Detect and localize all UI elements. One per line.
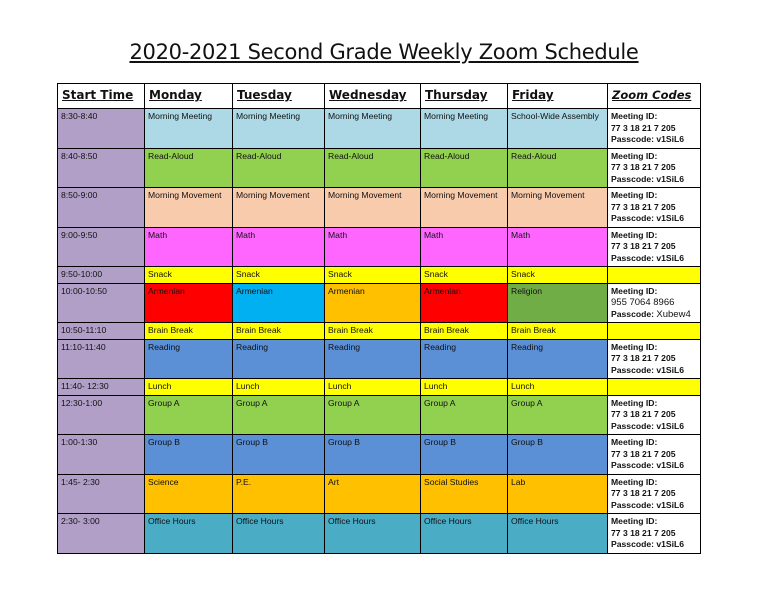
schedule-cell: Office Hours — [421, 514, 508, 554]
schedule-cell: Group A — [508, 395, 608, 435]
table-row — [58, 267, 701, 284]
schedule-cell: Morning Movement — [325, 188, 421, 228]
schedule-cell: Reading — [421, 339, 508, 379]
schedule-cell: Lunch — [325, 379, 421, 396]
schedule-cell: Reading — [508, 339, 608, 379]
time-cell: 8:40-8:50 — [58, 148, 145, 188]
zoom-code-cell — [608, 227, 701, 267]
zoom-code-empty — [608, 323, 701, 340]
passcode: Passcode: v1SiL6 — [611, 173, 685, 184]
schedule-table — [57, 83, 701, 554]
schedule-cell: Morning Movement — [421, 188, 508, 228]
time-cell: 9:50-10:00 — [58, 267, 145, 284]
table-row — [58, 323, 701, 340]
meeting-id-label: Meeting ID: — [611, 111, 658, 121]
schedule-cell: Read-Aloud — [145, 148, 233, 188]
schedule-cell: Office Hours — [508, 514, 608, 554]
table-row — [58, 188, 701, 228]
schedule-cell: Read-Aloud — [233, 148, 325, 188]
schedule-cell: Group A — [145, 395, 233, 435]
meeting-id-value: 77 3 18 21 7 205 — [611, 409, 676, 419]
zoom-code-cell — [608, 109, 701, 149]
time-cell: 12:30-1:00 — [58, 395, 145, 435]
zoom-code-cell — [608, 395, 701, 435]
table-row — [58, 227, 701, 267]
schedule-cell: Religion — [508, 283, 608, 323]
meeting-id-label: Meeting ID: — [611, 341, 658, 352]
schedule-cell: Morning Meeting — [421, 109, 508, 149]
schedule-cell: Armenian — [145, 283, 233, 323]
schedule-cell: Office Hours — [145, 514, 233, 554]
meeting-id-label: Meeting ID: — [611, 190, 658, 200]
schedule-cell: Morning Movement — [233, 188, 325, 228]
zoom-code-cell — [608, 435, 701, 475]
passcode-value: Xubew4 — [656, 308, 691, 320]
schedule-cell: Snack — [325, 267, 421, 284]
schedule-cell: Math — [145, 227, 233, 267]
meeting-id-value: 77 3 18 21 7 205 — [611, 488, 676, 498]
schedule-cell: Group B — [508, 435, 608, 475]
meeting-id-label: Meeting ID: — [611, 285, 658, 296]
time-cell: 8:50-9:00 — [58, 188, 145, 228]
zoom-code-cell — [608, 148, 701, 188]
header-start-time: Start Time — [58, 84, 145, 109]
schedule-cell: Reading — [233, 339, 325, 379]
meeting-id-value: 77 3 18 21 7 205 — [611, 353, 676, 363]
schedule-cell: Math — [325, 227, 421, 267]
zoom-code-empty — [608, 267, 701, 284]
schedule-cell: Group B — [233, 435, 325, 475]
schedule-cell: Group A — [233, 395, 325, 435]
schedule-cell: Brain Break — [325, 323, 421, 340]
schedule-cell: Group B — [145, 435, 233, 475]
header-friday: Friday — [508, 84, 608, 109]
schedule-cell: Math — [421, 227, 508, 267]
passcode-label: Passcode: — [611, 308, 654, 319]
header-tuesday: Tuesday — [233, 84, 325, 109]
time-cell: 1:45- 2:30 — [58, 474, 145, 514]
header-thursday: Thursday — [421, 84, 508, 109]
schedule-cell: Morning Movement — [508, 188, 608, 228]
schedule-cell: Brain Break — [233, 323, 325, 340]
schedule-cell: Math — [233, 227, 325, 267]
schedule-cell: Lunch — [508, 379, 608, 396]
schedule-cell: Read-Aloud — [325, 148, 421, 188]
schedule-cell: Snack — [145, 267, 233, 284]
passcode: Passcode: v1SiL6 — [611, 539, 685, 549]
header-wednesday: Wednesday — [325, 84, 421, 109]
schedule-cell: Lab — [508, 474, 608, 514]
schedule-cell: Brain Break — [508, 323, 608, 340]
schedule-cell: Office Hours — [233, 514, 325, 554]
schedule-cell: Morning Meeting — [145, 109, 233, 149]
schedule-cell: Office Hours — [325, 514, 421, 554]
meeting-id-value: 77 3 18 21 7 205 — [611, 122, 676, 133]
time-cell: 10:50-11:10 — [58, 323, 145, 340]
schedule-cell: Group A — [421, 395, 508, 435]
schedule-cell: Brain Break — [421, 323, 508, 340]
time-cell: 1:00-1:30 — [58, 435, 145, 475]
time-cell: 11:10-11:40 — [58, 339, 145, 379]
passcode: Passcode: v1SiL6 — [611, 252, 685, 263]
schedule-cell: Reading — [325, 339, 421, 379]
time-cell: 2:30- 3:00 — [58, 514, 145, 554]
schedule-cell: Snack — [421, 267, 508, 284]
schedule-cell: Group B — [325, 435, 421, 475]
page-title: 2020-2021 Second Grade Weekly Zoom Schedule — [129, 40, 639, 64]
time-cell: 11:40- 12:30 — [58, 379, 145, 396]
schedule-cell: Morning Meeting — [233, 109, 325, 149]
meeting-id-value: 77 3 18 21 7 205 — [611, 527, 676, 538]
passcode: Passcode: v1SiL6 — [611, 134, 685, 144]
time-cell: 10:00-10:50 — [58, 283, 145, 323]
meeting-id-label: Meeting ID: — [611, 437, 658, 447]
meeting-id-label: Meeting ID: — [611, 397, 658, 408]
meeting-id-label: Meeting ID: — [611, 229, 658, 240]
schedule-cell: Morning Meeting — [325, 109, 421, 149]
table-row — [58, 435, 701, 475]
meeting-id-value: 77 3 18 21 7 205 — [611, 201, 676, 212]
table-row — [58, 148, 701, 188]
schedule-cell: P.E. — [233, 474, 325, 514]
schedule-cell: Snack — [233, 267, 325, 284]
passcode: Passcode: v1SiL6 — [611, 460, 685, 470]
zoom-code-cell — [608, 283, 701, 323]
zoom-code-cell — [608, 514, 701, 554]
meeting-id-value: 77 3 18 21 7 205 — [611, 241, 676, 251]
schedule-cell: School-Wide Assembly — [508, 109, 608, 149]
schedule-cell: Reading — [145, 339, 233, 379]
passcode: Passcode: v1SiL6 — [611, 499, 685, 510]
schedule-cell: Snack — [508, 267, 608, 284]
schedule-cell: Lunch — [145, 379, 233, 396]
meeting-id-value: 77 3 18 21 7 205 — [611, 162, 676, 172]
zoom-code-empty — [608, 379, 701, 396]
schedule-cell: Art — [325, 474, 421, 514]
time-cell: 9:00-9:50 — [58, 227, 145, 267]
schedule-cell: Group A — [325, 395, 421, 435]
table-row — [58, 379, 701, 396]
meeting-id-label: Meeting ID: — [611, 150, 658, 161]
schedule-cell: Armenian — [325, 283, 421, 323]
schedule-cell: Lunch — [421, 379, 508, 396]
table-row — [58, 514, 701, 554]
schedule-cell: Lunch — [233, 379, 325, 396]
schedule-cell: Read-Aloud — [421, 148, 508, 188]
meeting-id-value: 77 3 18 21 7 205 — [611, 448, 676, 459]
passcode: Passcode: v1SiL6 — [611, 420, 685, 431]
schedule-cell: Morning Movement — [145, 188, 233, 228]
time-cell: 8:30-8:40 — [58, 109, 145, 149]
zoom-code-cell — [608, 188, 701, 228]
zoom-code-cell — [608, 339, 701, 379]
passcode: Passcode: v1SiL6 — [611, 364, 685, 375]
schedule-cell: Read-Aloud — [508, 148, 608, 188]
schedule-cell: Social Studies — [421, 474, 508, 514]
schedule-cell: Armenian — [421, 283, 508, 323]
meeting-id-value: 955 7064 8966 — [611, 297, 675, 308]
passcode: Passcode: v1SiL6 — [611, 213, 685, 223]
meeting-id-label: Meeting ID: — [611, 476, 658, 487]
header-monday: Monday — [145, 84, 233, 109]
schedule-cell: Brain Break — [145, 323, 233, 340]
schedule-cell: Armenian — [233, 283, 325, 323]
schedule-cell: Science — [145, 474, 233, 514]
table-row — [58, 474, 701, 514]
header-zoom-codes: Zoom Codes — [608, 84, 701, 109]
header-row — [58, 84, 701, 109]
table-row — [58, 283, 701, 323]
table-row — [58, 339, 701, 379]
zoom-code-cell — [608, 474, 701, 514]
schedule-cell: Group B — [421, 435, 508, 475]
table-row — [58, 395, 701, 435]
table-row — [58, 109, 701, 149]
meeting-id-label: Meeting ID: — [611, 516, 658, 526]
schedule-cell: Math — [508, 227, 608, 267]
